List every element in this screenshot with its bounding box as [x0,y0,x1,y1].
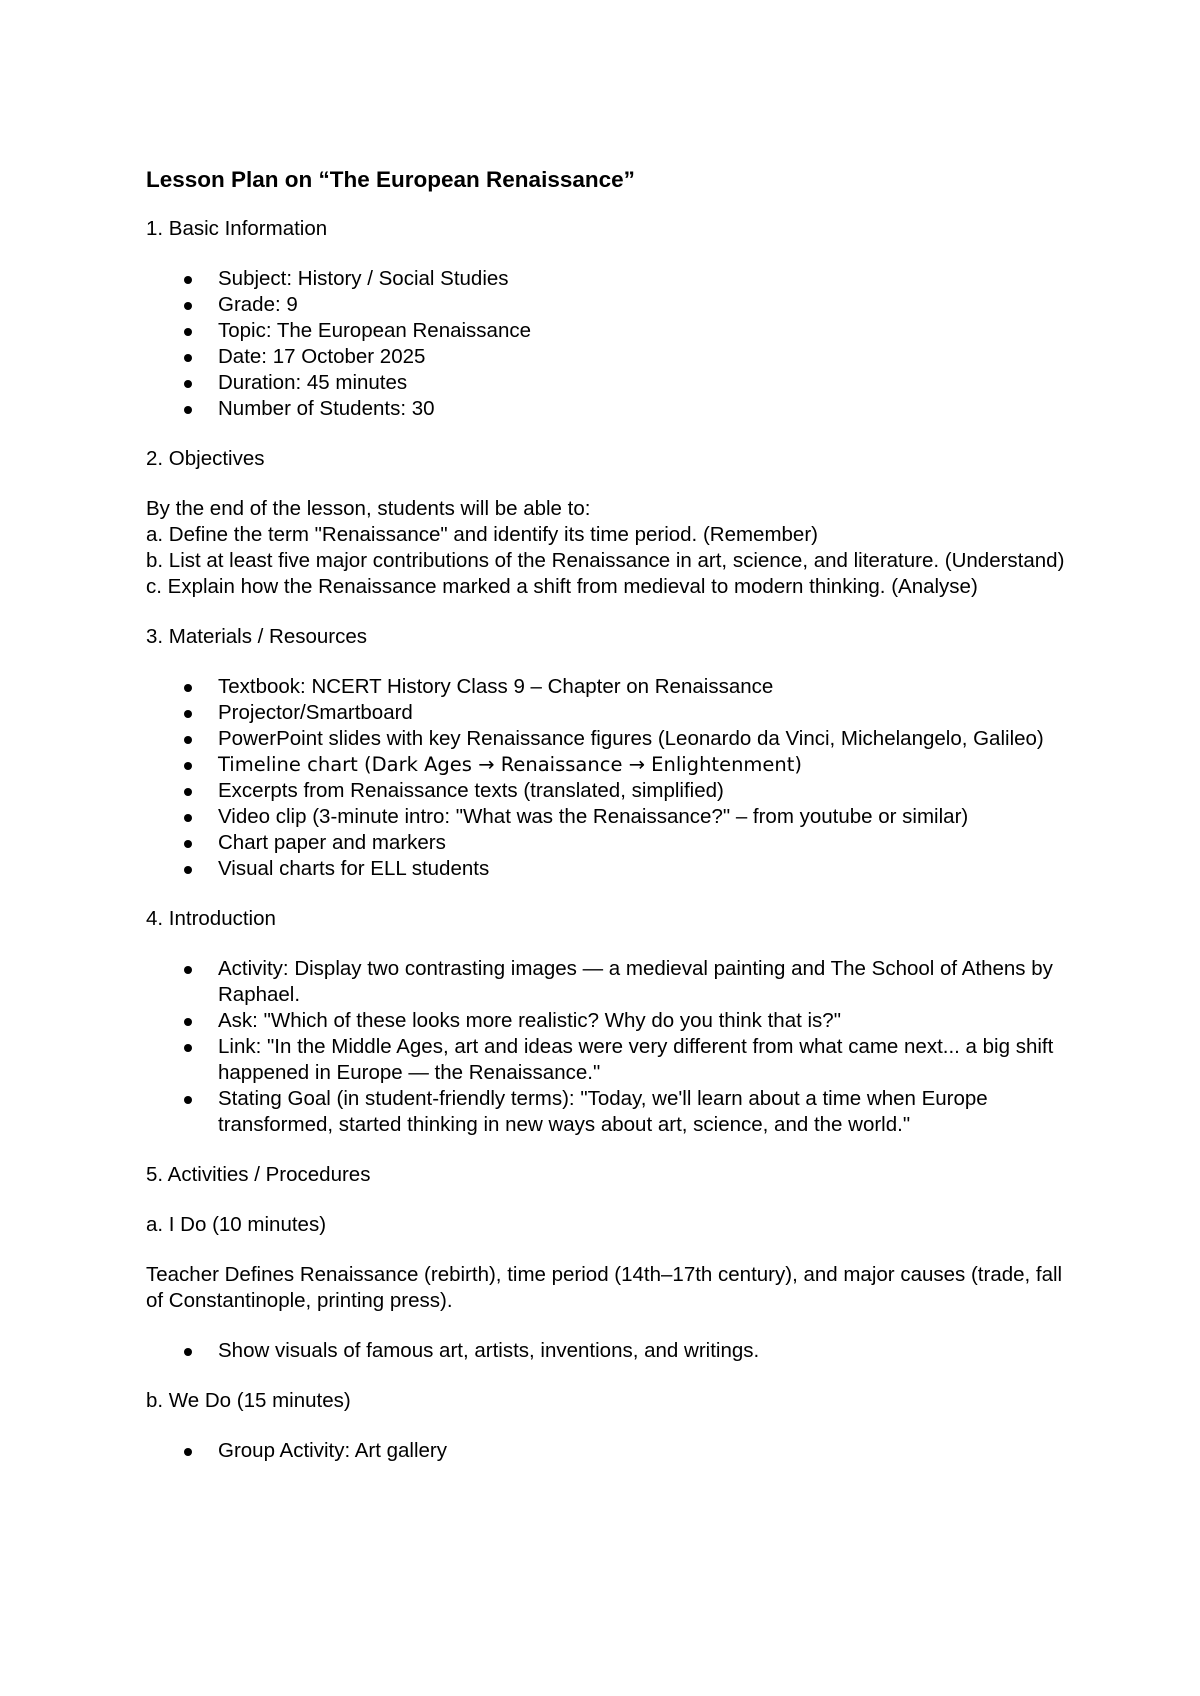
list-item: Grade: 9 [218,292,1066,318]
objective-line: b. List at least five major contributions of the Renaissance in art, science, and literature. (Understand) [146,549,1065,572]
list-item: Number of Students: 30 [218,396,1066,422]
section-heading-introduction: 4. Introduction [146,907,276,930]
list-item: Link: "In the Middle Ages, art and ideas were very different from what came next... a big shift happened in Europe — the Renaissance." [218,1034,1066,1086]
list-item: Date: 17 October 2025 [218,344,1066,370]
section-heading-basic-information: 1. Basic Information [146,217,328,240]
list-item: Textbook: NCERT History Class 9 – Chapter on Renaissance [218,674,1066,700]
objectives-block [146,496,1066,600]
subheading-we-do: b. We Do (15 minutes) [146,1389,351,1412]
section-heading-activities: 5. Activities / Procedures [146,1163,371,1186]
list-item: Excerpts from Renaissance texts (translated, simplified) [218,778,1066,804]
list-item: Topic: The European Renaissance [218,318,1066,344]
list-item: Chart paper and markers [218,830,1066,856]
list-item: Activity: Display two contrasting images — a medieval painting and The School of Athens by Raphael. [218,956,1066,1008]
objective-line: a. Define the term "Renaissance" and identify its time period. (Remember) [146,523,818,546]
document-title: Lesson Plan on “The European Renaissance” [146,167,635,192]
list-item: Timeline chart (Dark Ages → Renaissance → Enlightenment) [218,752,1066,778]
i-do-list [146,1338,1066,1364]
i-do-paragraph: Teacher Defines Renaissance (rebirth), time period (14th–17th century), and major causes (trade, fall of Constantinople, printing press). [146,1263,1063,1312]
list-item: Projector/Smartboard [218,700,1066,726]
list-item: Visual charts for ELL students [218,856,1066,882]
section-heading-materials: 3. Materials / Resources [146,625,368,648]
introduction-list [146,956,1066,1138]
list-item: Ask: "Which of these looks more realistic? Why do you think that is?" [218,1008,1066,1034]
objectives-intro: By the end of the lesson, students will be able to: [146,497,591,520]
list-item: Show visuals of famous art, artists, inventions, and writings. [218,1338,1066,1364]
basic-information-list [146,266,1066,422]
section-heading-objectives: 2. Objectives [146,447,265,470]
objective-line: c. Explain how the Renaissance marked a shift from medieval to modern thinking. (Analyse) [146,575,978,598]
list-item: Stating Goal (in student-friendly terms): "Today, we'll learn about a time when Europe transformed, started thinking in new ways about art, science, and the world." [218,1086,1066,1138]
list-item: Duration: 45 minutes [218,370,1066,396]
list-item: PowerPoint slides with key Renaissance figures (Leonardo da Vinci, Michelangelo, Galileo) [218,726,1066,752]
document-page [146,166,1066,1488]
subheading-i-do: a. I Do (10 minutes) [146,1213,327,1236]
list-item: Subject: History / Social Studies [218,266,1066,292]
list-item: Group Activity: Art gallery [218,1438,1066,1464]
we-do-list [146,1438,1066,1464]
materials-list [146,674,1066,882]
list-item: Video clip (3-minute intro: "What was the Renaissance?" – from youtube or similar) [218,804,1066,830]
